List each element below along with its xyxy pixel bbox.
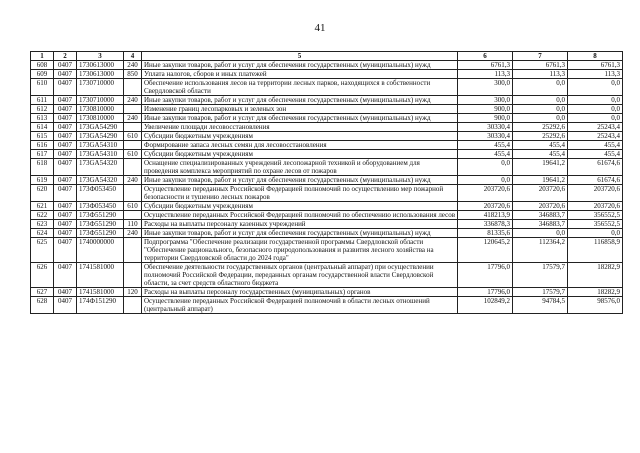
amount-year-3: 113,3 — [568, 70, 623, 79]
amount-year-3: 25243,4 — [568, 132, 623, 141]
amount-year-3: 0,0 — [568, 114, 623, 123]
row-number: 614 — [31, 123, 54, 132]
budget-table — [30, 51, 623, 314]
row-number: 608 — [31, 61, 54, 70]
section-code: 0407 — [54, 70, 77, 79]
table-row — [31, 185, 623, 202]
table-header-row — [31, 52, 623, 61]
amount-year-2: 112364,2 — [513, 238, 568, 263]
expense-name: Осуществление переданных Российской Федерацией полномочий по осуществлению мер пожарной безопасности и тушению лесных пожаров — [142, 185, 458, 202]
expense-name: Субсидии бюджетным учреждениям — [142, 202, 458, 211]
target-article-code: 173GA54310 — [77, 141, 124, 150]
amount-year-1: 336878,3 — [458, 220, 513, 229]
column-header: 8 — [568, 52, 623, 61]
amount-year-3: 0,0 — [568, 96, 623, 105]
expense-name: Иные закупки товаров, работ и услуг для обеспечения государственных (муниципальных) нужд — [142, 229, 458, 238]
expense-name: Обеспечение использования лесов на территории лесных парков, находящихся в собственности Свердловской области — [142, 79, 458, 96]
expense-type-code — [124, 79, 142, 96]
amount-year-3: 18282,9 — [568, 263, 623, 288]
amount-year-1: 203720,6 — [458, 185, 513, 202]
amount-year-2: 17579,7 — [513, 288, 568, 297]
target-article-code: 173Ф053450 — [77, 202, 124, 211]
target-article-code: 1741581000 — [77, 263, 124, 288]
expense-name: Оснащение специализированных учреждений лесопожарной техникой и оборудованием для проведения комплекса мероприятий по охране лесов от пожаров — [142, 159, 458, 176]
amount-year-2: 94784,5 — [513, 297, 568, 314]
column-header: 1 — [31, 52, 54, 61]
amount-year-3: 18282,9 — [568, 288, 623, 297]
expense-type-code — [124, 297, 142, 314]
expense-name: Уплата налогов, сборов и иных платежей — [142, 70, 458, 79]
row-number: 619 — [31, 176, 54, 185]
expense-type-code: 240 — [124, 229, 142, 238]
amount-year-1: 0,0 — [458, 159, 513, 176]
section-code: 0407 — [54, 150, 77, 159]
row-number: 616 — [31, 141, 54, 150]
amount-year-2: 346883,7 — [513, 211, 568, 220]
table-row — [31, 61, 623, 70]
amount-year-1: 17796,0 — [458, 263, 513, 288]
target-article-code: 1730710000 — [77, 79, 124, 96]
amount-year-2: 0,0 — [513, 79, 568, 96]
expense-type-code: 610 — [124, 132, 142, 141]
amount-year-3: 6761,3 — [568, 61, 623, 70]
section-code: 0407 — [54, 238, 77, 263]
expense-type-code: 240 — [124, 176, 142, 185]
expense-type-code: 240 — [124, 114, 142, 123]
section-code: 0407 — [54, 229, 77, 238]
amount-year-3: 0,0 — [568, 229, 623, 238]
amount-year-1: 900,0 — [458, 105, 513, 114]
table-row — [31, 220, 623, 229]
table-row — [31, 70, 623, 79]
expense-name: Изменение границ лесопарковых и зеленых зон — [142, 105, 458, 114]
section-code: 0407 — [54, 263, 77, 288]
amount-year-3: 116858,9 — [568, 238, 623, 263]
expense-type-code — [124, 159, 142, 176]
amount-year-2: 455,4 — [513, 141, 568, 150]
table-body — [31, 61, 623, 314]
amount-year-2: 0,0 — [513, 114, 568, 123]
amount-year-1: 81335,6 — [458, 229, 513, 238]
amount-year-1: 300,0 — [458, 79, 513, 96]
row-number: 609 — [31, 70, 54, 79]
amount-year-1: 30330,4 — [458, 132, 513, 141]
expense-type-code — [124, 238, 142, 263]
amount-year-1: 455,4 — [458, 150, 513, 159]
amount-year-3: 203720,6 — [568, 202, 623, 211]
expense-name: Иные закупки товаров, работ и услуг для обеспечения государственных (муниципальных) нужд — [142, 61, 458, 70]
table-row — [31, 79, 623, 96]
amount-year-2: 0,0 — [513, 229, 568, 238]
row-number: 624 — [31, 229, 54, 238]
section-code: 0407 — [54, 96, 77, 105]
page-number: 41 — [314, 22, 326, 34]
target-article-code: 173Ф551290 — [77, 211, 124, 220]
table-row — [31, 202, 623, 211]
expense-type-code — [124, 263, 142, 288]
row-number: 612 — [31, 105, 54, 114]
target-article-code: 173Ф053450 — [77, 185, 124, 202]
table-row — [31, 211, 623, 220]
amount-year-2: 17579,7 — [513, 263, 568, 288]
expense-name: Иные закупки товаров, работ и услуг для обеспечения государственных (муниципальных) нужд — [142, 176, 458, 185]
section-code: 0407 — [54, 141, 77, 150]
amount-year-1: 0,0 — [458, 176, 513, 185]
amount-year-2: 203720,6 — [513, 185, 568, 202]
expense-type-code — [124, 141, 142, 150]
expense-type-code: 240 — [124, 96, 142, 105]
expense-name: Формирование запаса лесных семян для лесовосстановления — [142, 141, 458, 150]
column-header: 4 — [124, 52, 142, 61]
row-number: 628 — [31, 297, 54, 314]
target-article-code: 1730613000 — [77, 70, 124, 79]
expense-type-code: 110 — [124, 220, 142, 229]
table-row — [31, 159, 623, 176]
row-number: 623 — [31, 220, 54, 229]
amount-year-2: 113,3 — [513, 70, 568, 79]
expense-name: Расходы на выплаты персоналу государственных (муниципальных) органов — [142, 288, 458, 297]
table-row — [31, 229, 623, 238]
expense-type-code: 610 — [124, 202, 142, 211]
expense-type-code — [124, 185, 142, 202]
amount-year-3: 25243,4 — [568, 123, 623, 132]
amount-year-3: 455,4 — [568, 141, 623, 150]
section-code: 0407 — [54, 220, 77, 229]
amount-year-3: 98576,0 — [568, 297, 623, 314]
amount-year-2: 25292,6 — [513, 123, 568, 132]
amount-year-2: 0,0 — [513, 105, 568, 114]
target-article-code: 174Ф151290 — [77, 297, 124, 314]
target-article-code: 173GA54320 — [77, 176, 124, 185]
row-number: 618 — [31, 159, 54, 176]
amount-year-3: 0,0 — [568, 79, 623, 96]
amount-year-1: 418213,9 — [458, 211, 513, 220]
expense-type-code — [124, 123, 142, 132]
section-code: 0407 — [54, 123, 77, 132]
table-row — [31, 263, 623, 288]
amount-year-2: 19641,2 — [513, 176, 568, 185]
amount-year-2: 455,4 — [513, 150, 568, 159]
expense-type-code — [124, 211, 142, 220]
amount-year-3: 203720,6 — [568, 185, 623, 202]
section-code: 0407 — [54, 105, 77, 114]
expense-type-code — [124, 105, 142, 114]
section-code: 0407 — [54, 297, 77, 314]
amount-year-2: 346883,7 — [513, 220, 568, 229]
amount-year-1: 900,0 — [458, 114, 513, 123]
expense-name: Осуществление переданных Российской Федерацией полномочий в области лесных отношений (центральный аппарат) — [142, 297, 458, 314]
section-code: 0407 — [54, 202, 77, 211]
row-number: 622 — [31, 211, 54, 220]
row-number: 620 — [31, 185, 54, 202]
row-number: 615 — [31, 132, 54, 141]
amount-year-1: 120645,2 — [458, 238, 513, 263]
target-article-code: 173GA54290 — [77, 123, 124, 132]
column-header: 3 — [77, 52, 124, 61]
expense-name: Обеспечение деятельности государственных органов (центральный аппарат) при осуществлении полномочий Российской Федерации, переданных органам государственной власти Свердловской области, за счет средств областного бюджета — [142, 263, 458, 288]
amount-year-3: 0,0 — [568, 105, 623, 114]
target-article-code: 1730810000 — [77, 105, 124, 114]
section-code: 0407 — [54, 185, 77, 202]
section-code: 0407 — [54, 288, 77, 297]
expense-name: Подпрограмма "Обеспечение реализации государственной программы Свердловской области "Обеспечение рационального, безопасного природопользования и развития лесного хозяйства на территории Свердловской области до 2024 года" — [142, 238, 458, 263]
section-code: 0407 — [54, 114, 77, 123]
table-row — [31, 141, 623, 150]
amount-year-2: 25292,6 — [513, 132, 568, 141]
row-number: 626 — [31, 263, 54, 288]
expense-name: Осуществление переданных Российской Федерацией полномочий по обеспечению использования лесов — [142, 211, 458, 220]
table-row — [31, 123, 623, 132]
expense-name: Иные закупки товаров, работ и услуг для обеспечения государственных (муниципальных) нужд — [142, 114, 458, 123]
expense-name: Иные закупки товаров, работ и услуг для обеспечения государственных (муниципальных) нужд — [142, 96, 458, 105]
table-row — [31, 114, 623, 123]
amount-year-1: 300,0 — [458, 96, 513, 105]
amount-year-3: 356552,5 — [568, 211, 623, 220]
amount-year-1: 30330,4 — [458, 123, 513, 132]
amount-year-1: 203720,6 — [458, 202, 513, 211]
amount-year-2: 19641,2 — [513, 159, 568, 176]
column-header: 5 — [142, 52, 458, 61]
column-header: 6 — [458, 52, 513, 61]
table-row — [31, 105, 623, 114]
row-number: 611 — [31, 96, 54, 105]
row-number: 621 — [31, 202, 54, 211]
expense-name: Увеличение площади лесовосстановления — [142, 123, 458, 132]
table-row — [31, 238, 623, 263]
expense-type-code: 610 — [124, 150, 142, 159]
table-row — [31, 297, 623, 314]
amount-year-3: 356552,5 — [568, 220, 623, 229]
table-row — [31, 288, 623, 297]
amount-year-3: 61674,6 — [568, 176, 623, 185]
row-number: 617 — [31, 150, 54, 159]
target-article-code: 1730710000 — [77, 96, 124, 105]
row-number: 613 — [31, 114, 54, 123]
expense-type-code: 240 — [124, 61, 142, 70]
amount-year-1: 6761,3 — [458, 61, 513, 70]
column-header: 7 — [513, 52, 568, 61]
amount-year-1: 102849,2 — [458, 297, 513, 314]
section-code: 0407 — [54, 211, 77, 220]
row-number: 627 — [31, 288, 54, 297]
table-row — [31, 150, 623, 159]
amount-year-3: 61674,6 — [568, 159, 623, 176]
table-row — [31, 132, 623, 141]
target-article-code: 1741581000 — [77, 288, 124, 297]
section-code: 0407 — [54, 79, 77, 96]
amount-year-1: 113,3 — [458, 70, 513, 79]
target-article-code: 1730810000 — [77, 114, 124, 123]
expense-name: Расходы на выплаты персоналу казенных учреждений — [142, 220, 458, 229]
target-article-code: 173GA54310 — [77, 150, 124, 159]
expense-name: Субсидии бюджетным учреждениям — [142, 132, 458, 141]
row-number: 610 — [31, 79, 54, 96]
amount-year-2: 0,0 — [513, 96, 568, 105]
amount-year-1: 17796,0 — [458, 288, 513, 297]
target-article-code: 1730613000 — [77, 61, 124, 70]
table-row — [31, 96, 623, 105]
amount-year-2: 203720,6 — [513, 202, 568, 211]
target-article-code: 173GA54320 — [77, 159, 124, 176]
target-article-code: 173Ф551290 — [77, 229, 124, 238]
section-code: 0407 — [54, 176, 77, 185]
expense-name: Субсидии бюджетным учреждениям — [142, 150, 458, 159]
target-article-code: 173Ф551290 — [77, 220, 124, 229]
amount-year-3: 455,4 — [568, 150, 623, 159]
section-code: 0407 — [54, 132, 77, 141]
target-article-code: 173GA54290 — [77, 132, 124, 141]
expense-type-code: 120 — [124, 288, 142, 297]
amount-year-2: 6761,3 — [513, 61, 568, 70]
section-code: 0407 — [54, 159, 77, 176]
amount-year-1: 455,4 — [458, 141, 513, 150]
column-header: 2 — [54, 52, 77, 61]
row-number: 625 — [31, 238, 54, 263]
expense-type-code: 850 — [124, 70, 142, 79]
section-code: 0407 — [54, 61, 77, 70]
target-article-code: 1740000000 — [77, 238, 124, 263]
table-row — [31, 176, 623, 185]
